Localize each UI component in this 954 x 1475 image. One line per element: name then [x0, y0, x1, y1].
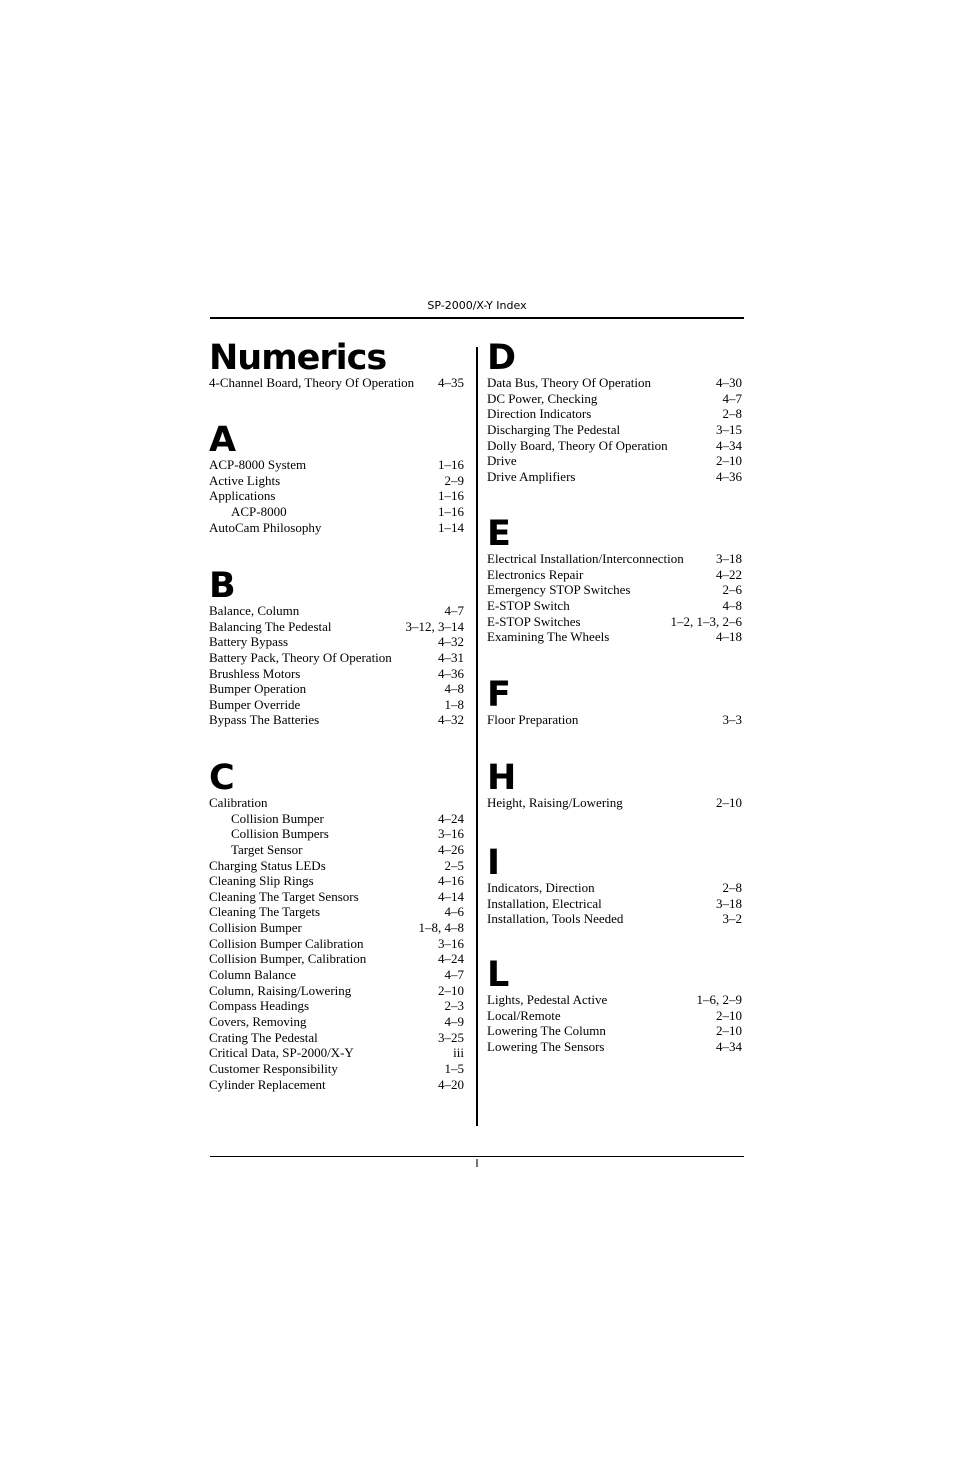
entry-pages: 4–22: [716, 566, 742, 582]
index-entry-list: [487, 375, 742, 484]
entry-pages: 4–24: [438, 810, 464, 826]
section-heading: F: [487, 675, 510, 715]
entry-term: Compass Headings: [209, 998, 310, 1014]
index-entry: [209, 920, 464, 936]
entry-term: Target Sensor: [231, 841, 303, 857]
index-entry: [209, 904, 464, 920]
entry-term: Cleaning The Targets: [209, 904, 321, 920]
index-entry: [209, 1014, 464, 1030]
entry-pages: 1–8, 4–8: [418, 920, 464, 936]
index-entry: [487, 438, 742, 454]
entry-term: DC Power, Checking: [487, 390, 598, 406]
index-entry: [487, 911, 742, 927]
index-entry: [487, 880, 742, 896]
index-section: [209, 420, 464, 535]
entry-pages: 2–10: [716, 1007, 742, 1023]
entry-pages: 4–26: [438, 841, 464, 857]
section-heading: A: [209, 420, 236, 460]
index-section: [487, 758, 742, 811]
entry-pages: 4–34: [716, 1038, 742, 1054]
entry-term: Bypass The Batteries: [209, 712, 320, 728]
index-entry: [209, 603, 464, 619]
entry-term: ACP-8000 System: [209, 457, 307, 472]
entry-term: Lowering The Sensors: [487, 1038, 605, 1054]
entry-pages: 4–18: [716, 629, 742, 645]
index-entry: [209, 1061, 464, 1077]
index-section: [487, 675, 742, 728]
entry-pages: 4–9: [444, 1013, 464, 1029]
entry-term: Collision Bumper, Calibration: [209, 951, 367, 967]
entry-pages: 4–7: [444, 967, 464, 983]
entry-term: Balance, Column: [209, 603, 300, 618]
entry-term: Installation, Tools Needed: [487, 911, 624, 927]
entry-pages: 4–34: [716, 437, 742, 453]
entry-pages: 3–2: [722, 911, 742, 927]
index-section: [487, 843, 742, 927]
entry-term: Customer Responsibility: [209, 1060, 338, 1076]
index-entry: [209, 873, 464, 889]
entry-term: Charging Status LEDs: [209, 857, 326, 873]
index-entry: [487, 406, 742, 422]
entry-term: Discharging The Pedestal: [487, 421, 621, 437]
entry-term: Local/Remote: [487, 1007, 561, 1023]
index-entry: [209, 1030, 464, 1046]
page-number: I: [475, 1157, 479, 1170]
index-section: [487, 955, 742, 1055]
index-entry: [209, 375, 464, 391]
entry-pages: 4–35: [438, 375, 464, 390]
entry-term: Battery Bypass: [209, 634, 289, 650]
index-section: [209, 758, 464, 1092]
index-entry-list: [487, 880, 742, 927]
entry-pages: 4–20: [438, 1076, 464, 1092]
index-entry-list: [209, 603, 464, 728]
entry-pages: 3–16: [438, 935, 464, 951]
index-entry: [487, 567, 742, 583]
entry-pages: 2–10: [716, 795, 742, 810]
index-entry: [487, 391, 742, 407]
section-heading: L: [487, 955, 509, 995]
entry-pages: 1–16: [438, 488, 464, 504]
index-entry: [487, 1023, 742, 1039]
entry-term: Dolly Board, Theory Of Operation: [487, 437, 668, 453]
entry-pages: 2–9: [444, 472, 464, 488]
entry-term: Cleaning The Target Sensors: [209, 888, 359, 904]
index-subentry: [209, 842, 464, 858]
index-entry: [209, 951, 464, 967]
index-entry: [209, 1077, 464, 1093]
index-entry: [487, 712, 742, 728]
entry-pages: 3–16: [438, 826, 464, 842]
entry-term: Crating The Pedestal: [209, 1029, 318, 1045]
entry-term: 4-Channel Board, Theory Of Operation: [209, 375, 415, 390]
index-entry: [209, 488, 464, 504]
entry-pages: 4–32: [438, 634, 464, 650]
index-entry-list: [487, 551, 742, 645]
entry-term: Collision Bumper: [231, 810, 324, 826]
entry-pages: 3–25: [438, 1029, 464, 1045]
index-entry: [209, 967, 464, 983]
index-entry: [487, 453, 742, 469]
entry-term: Drive Amplifiers: [487, 468, 576, 484]
entry-pages: 4–24: [438, 951, 464, 967]
index-entry: [487, 1008, 742, 1024]
section-heading: I: [487, 843, 500, 883]
index-entry: [487, 614, 742, 630]
index-entry: [209, 666, 464, 682]
entry-pages: 1–2, 1–3, 2–6: [670, 613, 742, 629]
entry-term: Covers, Removing: [209, 1013, 307, 1029]
index-entry: [209, 936, 464, 952]
entry-term: ACP-8000: [231, 503, 287, 519]
index-entry: [487, 582, 742, 598]
column-divider: [476, 347, 478, 1126]
entry-pages: iii: [453, 1045, 464, 1061]
entry-term: Data Bus, Theory Of Operation: [487, 375, 652, 390]
entry-term: Column Balance: [209, 967, 297, 983]
header-rule: [210, 317, 744, 319]
entry-term: Indicators, Direction: [487, 880, 595, 895]
entry-pages: 1–14: [438, 519, 464, 535]
entry-pages: 1–5: [444, 1060, 464, 1076]
index-entry: [209, 650, 464, 666]
index-entry-list: [487, 712, 742, 728]
entry-pages: 4–32: [438, 712, 464, 728]
section-heading: B: [209, 566, 235, 606]
index-entry: [209, 634, 464, 650]
entry-term: Battery Pack, Theory Of Operation: [209, 649, 392, 665]
entry-pages: 4–8: [444, 681, 464, 697]
index-entry: [209, 697, 464, 713]
entry-pages: 2–6: [722, 582, 742, 598]
entry-term: Electrical Installation/Interconnection: [487, 551, 684, 566]
entry-term: Critical Data, SP-2000/X-Y: [209, 1045, 354, 1061]
index-entry: [209, 889, 464, 905]
index-entry-list: [487, 795, 742, 811]
index-entry: [487, 422, 742, 438]
entry-term: Brushless Motors: [209, 665, 301, 681]
entry-pages: 4–7: [722, 390, 742, 406]
entry-term: Height, Raising/Lowering: [487, 795, 623, 810]
entry-pages: 2–3: [444, 998, 464, 1014]
index-subentry: [209, 811, 464, 827]
index-entry: [209, 998, 464, 1014]
entry-pages: 2–5: [444, 857, 464, 873]
entry-term: Installation, Electrical: [487, 895, 602, 911]
entry-pages: 2–10: [438, 982, 464, 998]
entry-pages: 2–10: [716, 453, 742, 469]
index-entry-list: [209, 457, 464, 535]
entry-term: Lights, Pedestal Active: [487, 992, 608, 1007]
index-entry: [209, 983, 464, 999]
entry-term: Emergency STOP Switches: [487, 582, 631, 598]
entry-pages: 4–8: [722, 597, 742, 613]
entry-pages: 3–12, 3–14: [405, 618, 464, 634]
index-entry-list: [487, 992, 742, 1055]
index-entry: [209, 795, 464, 811]
index-entry: [209, 1045, 464, 1061]
entry-term: Bumper Override: [209, 696, 301, 712]
entry-pages: 3–18: [716, 551, 742, 566]
index-entry: [487, 1039, 742, 1055]
index-entry: [209, 858, 464, 874]
entry-term: Direction Indicators: [487, 406, 592, 422]
entry-term: Examining The Wheels: [487, 629, 610, 645]
index-entry: [209, 473, 464, 489]
index-entry-list: [209, 795, 464, 1092]
section-heading: Numerics: [209, 338, 387, 378]
index-entry: [209, 712, 464, 728]
section-heading: C: [209, 758, 234, 798]
entry-term: E-STOP Switches: [487, 613, 581, 629]
index-entry: [209, 457, 464, 473]
section-heading: E: [487, 514, 510, 554]
entry-pages: 2–8: [722, 406, 742, 422]
entry-pages: 2–10: [716, 1023, 742, 1039]
index-section: [209, 566, 464, 728]
entry-term: AutoCam Philosophy: [209, 519, 322, 535]
entry-term: Bumper Operation: [209, 681, 307, 697]
index-entry: [209, 619, 464, 635]
index-entry: [487, 598, 742, 614]
entry-pages: 4–36: [438, 665, 464, 681]
entry-term: Active Lights: [209, 472, 281, 488]
index-entry: [487, 795, 742, 811]
index-entry: [487, 896, 742, 912]
index-entry: [487, 629, 742, 645]
entry-pages: 4–30: [716, 375, 742, 390]
entry-pages: 4–6: [444, 904, 464, 920]
entry-pages: 2–8: [722, 880, 742, 895]
index-entry: [209, 681, 464, 697]
entry-pages: 1–16: [438, 457, 464, 472]
entry-term: Drive: [487, 453, 517, 469]
running-header: SP-2000/X-Y Index: [427, 299, 527, 312]
index-entry: [487, 469, 742, 485]
entry-pages: 1–6, 2–9: [696, 992, 742, 1007]
entry-term: Electronics Repair: [487, 566, 584, 582]
entry-term: Cleaning Slip Rings: [209, 873, 314, 889]
index-entry-list: [209, 375, 464, 391]
index-section: [487, 514, 742, 645]
entry-term: Balancing The Pedestal: [209, 618, 332, 634]
entry-term: Applications: [209, 488, 276, 504]
entry-pages: 1–16: [438, 503, 464, 519]
entry-term: Calibration: [209, 795, 268, 810]
index-entry: [487, 375, 742, 391]
index-section: [209, 338, 464, 391]
entry-pages: 4–36: [716, 468, 742, 484]
index-entry: [487, 551, 742, 567]
entry-pages: 4–7: [444, 603, 464, 618]
entry-pages: 1–8: [444, 696, 464, 712]
entry-pages: 4–31: [438, 649, 464, 665]
entry-pages: 3–3: [722, 712, 742, 727]
index-entry: [209, 520, 464, 536]
entry-term: Floor Preparation: [487, 712, 579, 727]
entry-term: Collision Bumper Calibration: [209, 935, 364, 951]
entry-pages: 3–15: [716, 421, 742, 437]
entry-pages: 3–18: [716, 895, 742, 911]
entry-term: Lowering The Column: [487, 1023, 606, 1039]
entry-pages: 4–14: [438, 888, 464, 904]
entry-pages: 4–16: [438, 873, 464, 889]
index-section: [487, 338, 742, 484]
entry-term: Collision Bumpers: [231, 826, 329, 842]
index-subentry: [209, 826, 464, 842]
section-heading: H: [487, 758, 516, 798]
entry-term: Column, Raising/Lowering: [209, 982, 352, 998]
entry-term: E-STOP Switch: [487, 597, 570, 613]
entry-term: Cylinder Replacement: [209, 1076, 326, 1092]
index-subentry: [209, 504, 464, 520]
entry-term: Collision Bumper: [209, 920, 302, 936]
section-heading: D: [487, 338, 516, 378]
index-entry: [487, 992, 742, 1008]
